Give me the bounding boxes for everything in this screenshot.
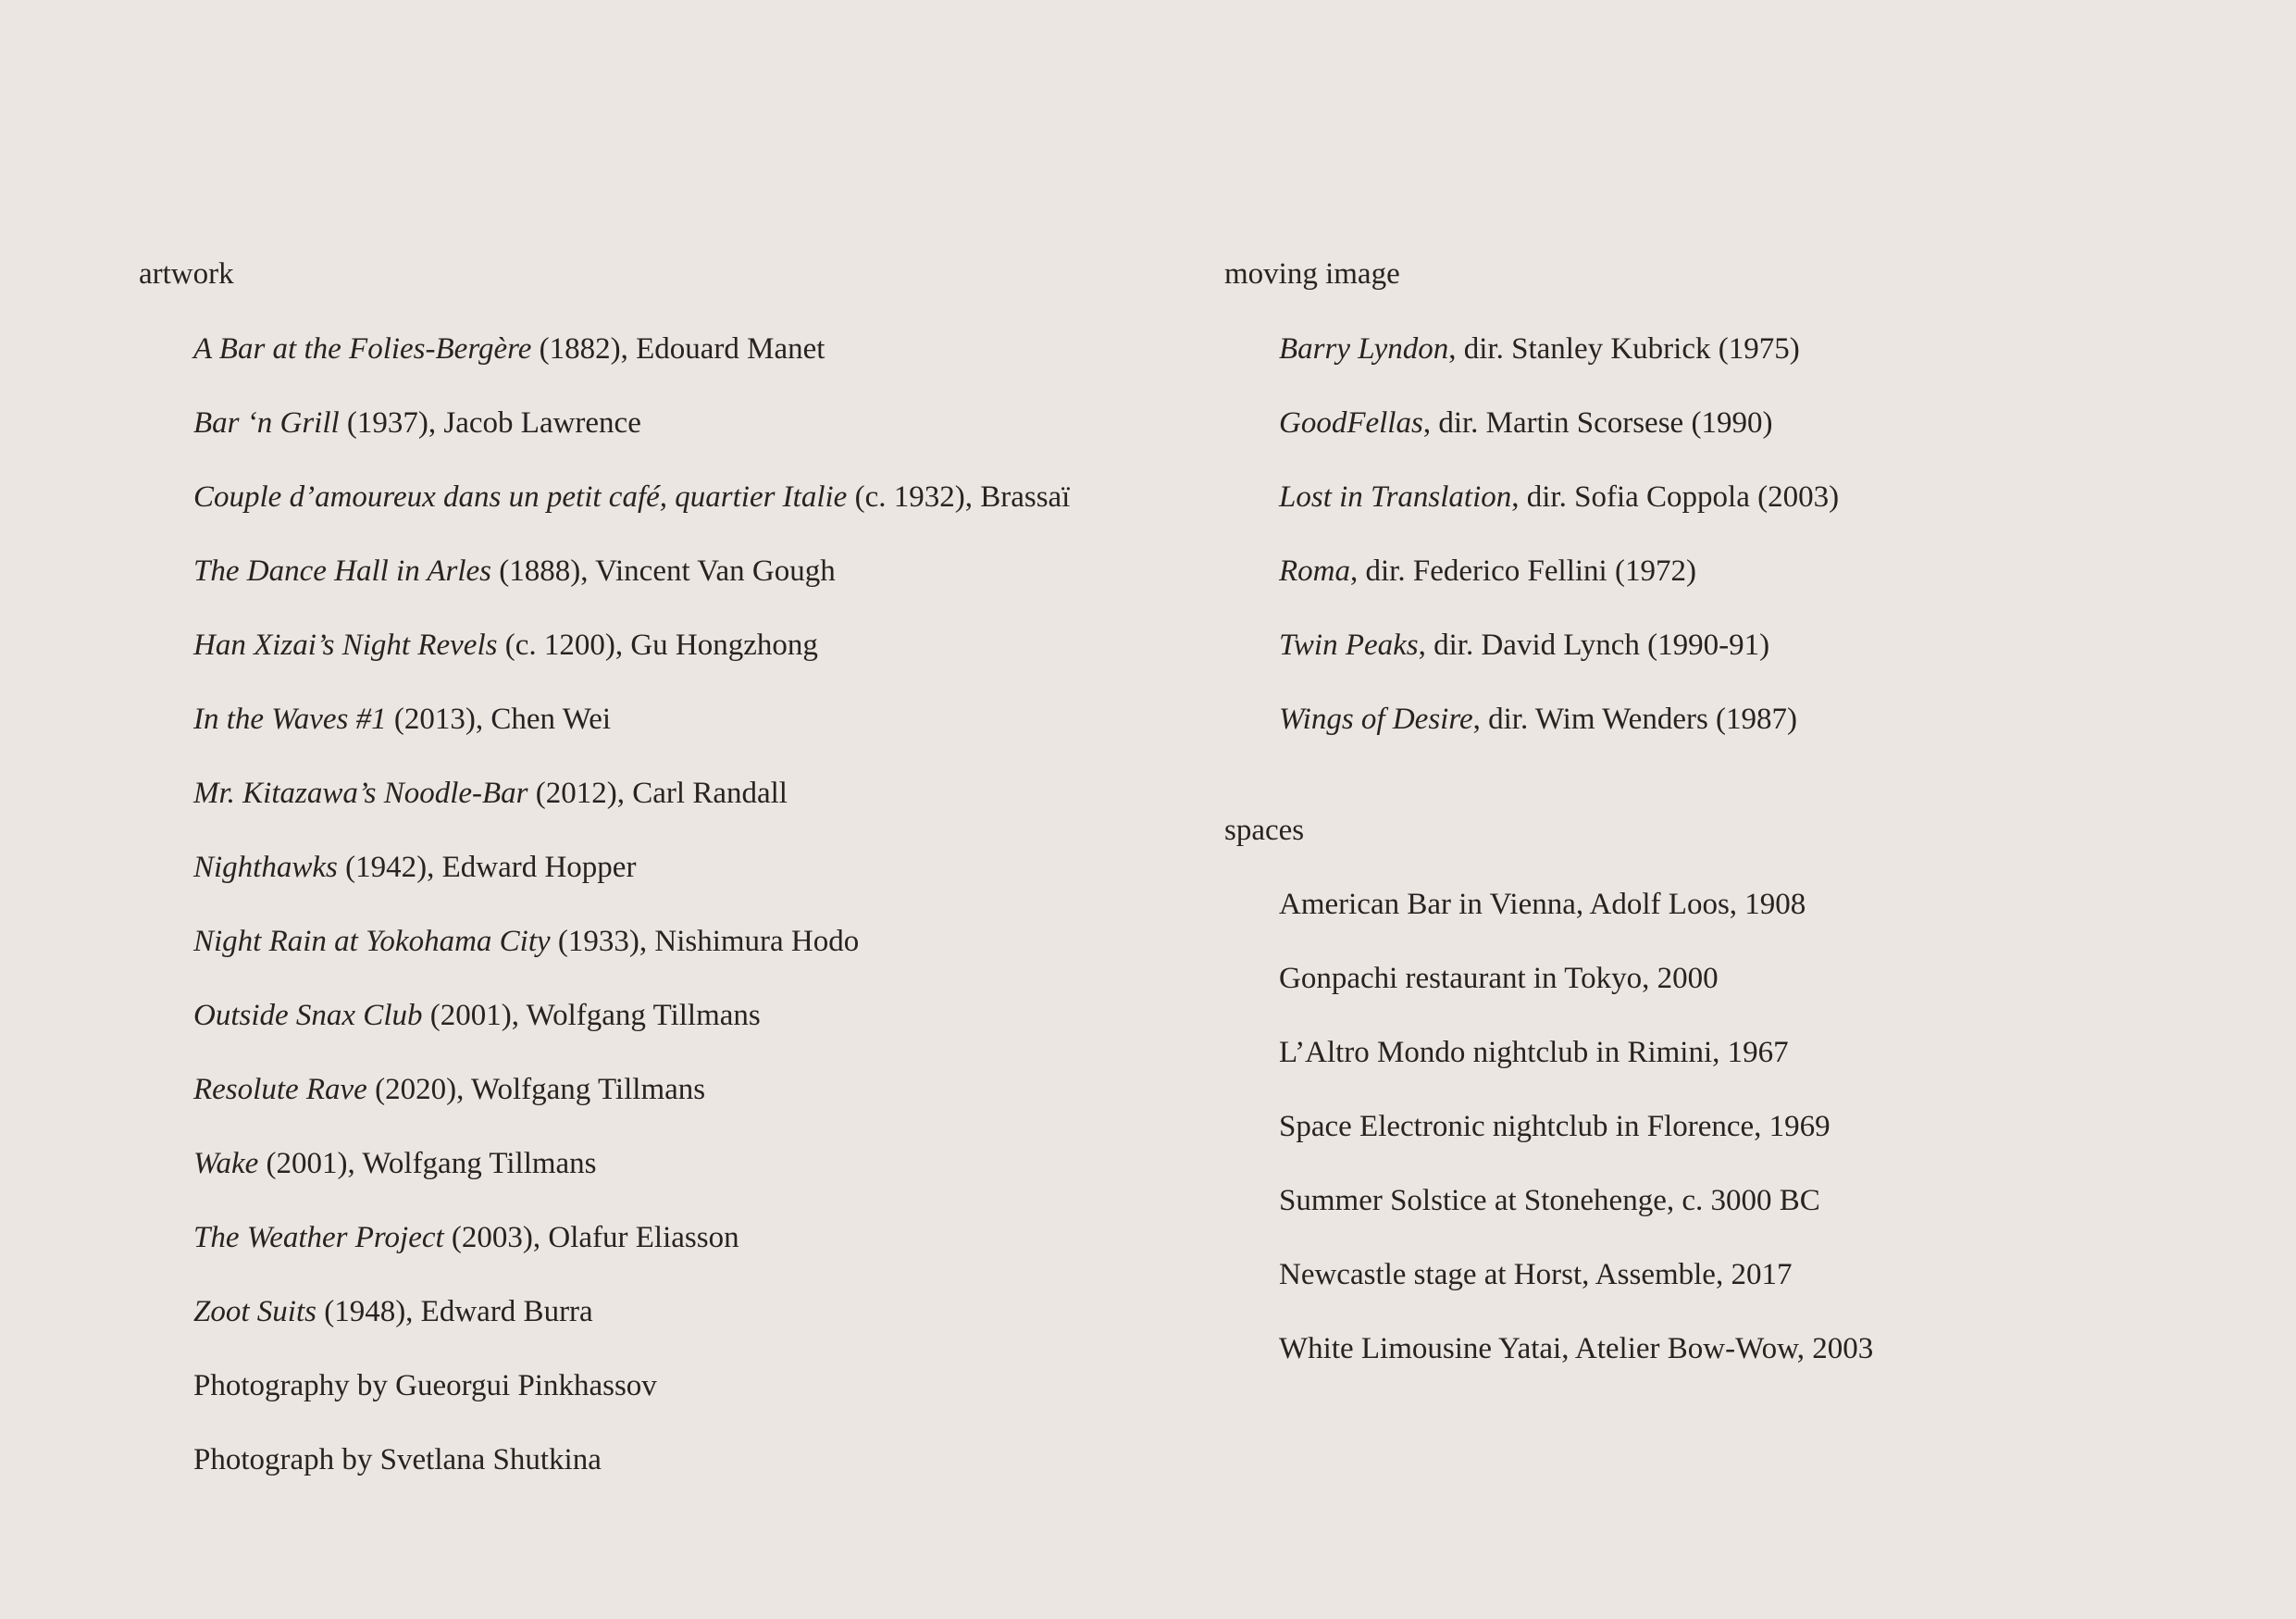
spaces-entry — [1279, 1038, 1873, 1112]
entry-title: Outside Snax Club — [193, 999, 423, 1032]
entry-details: , dir. David Lynch (1990-91) — [1418, 629, 1770, 662]
entry-title: Twin Peaks — [1279, 629, 1419, 662]
artwork-heading: artwork — [139, 257, 234, 291]
entry-title: Lost in Translation — [1279, 480, 1512, 514]
artwork-entry — [193, 778, 1070, 853]
entry-details: Photograph by Svetlana Shutkina — [193, 1443, 602, 1476]
spaces-list — [1279, 890, 1873, 1408]
entry-title: Zoot Suits — [193, 1295, 316, 1328]
entry-title: Resolute Rave — [193, 1073, 367, 1106]
artwork-entry — [193, 630, 1070, 704]
artwork-list — [193, 334, 1070, 1519]
entry-details: , dir. Stanley Kubrick (1975) — [1448, 332, 1800, 366]
spaces-entry — [1279, 964, 1873, 1038]
entry-title: GoodFellas — [1279, 406, 1423, 440]
entry-title: Han Xizai’s Night Revels — [193, 629, 498, 662]
spaces-entry — [1279, 1334, 1873, 1408]
spaces-entry — [1279, 1260, 1873, 1334]
entry-details: (1933), Nishimura Hodo — [550, 925, 860, 958]
entry-details: (c. 1200), Gu Hongzhong — [497, 629, 818, 662]
entry-title: Roma — [1279, 554, 1350, 588]
entry-title: Bar ‘n Grill — [193, 406, 340, 440]
moving-image-entry — [1279, 408, 1839, 482]
entry-details: Photography by Gueorgui Pinkhassov — [193, 1369, 657, 1402]
entry-details: (2013), Chen Wei — [386, 703, 612, 736]
moving-image-entry — [1279, 482, 1839, 556]
entry-details: (1882), Edouard Manet — [531, 332, 825, 366]
entry-details: (2020), Wolfgang Tillmans — [366, 1073, 706, 1106]
entry-details: (1948), Edward Burra — [316, 1295, 593, 1328]
spaces-entry — [1279, 1186, 1873, 1260]
artwork-entry — [193, 408, 1070, 482]
entry-title: The Dance Hall in Arles — [193, 554, 492, 588]
spaces-entry — [1279, 1112, 1873, 1186]
artwork-entry — [193, 1445, 1070, 1519]
entry-details: (2003), Olafur Eliasson — [443, 1221, 739, 1254]
entry-details: (2001), Wolfgang Tillmans — [422, 999, 761, 1032]
artwork-entry — [193, 853, 1070, 927]
artwork-entry — [193, 927, 1070, 1001]
entry-details: , dir. Martin Scorsese (1990) — [1422, 406, 1773, 440]
artwork-entry — [193, 556, 1070, 630]
artwork-entry — [193, 482, 1070, 556]
entry-details: (2001), Wolfgang Tillmans — [258, 1147, 597, 1180]
entry-title: Mr. Kitazawa’s Noodle-Bar — [193, 777, 528, 810]
moving-image-entry — [1279, 630, 1839, 704]
entry-details: (1942), Edward Hopper — [337, 851, 637, 884]
entry-details: , dir. Sofia Coppola (2003) — [1511, 480, 1840, 514]
artwork-entry — [193, 1149, 1070, 1223]
artwork-entry — [193, 1297, 1070, 1371]
spaces-entry — [1279, 890, 1873, 964]
entry-title: Wake — [193, 1147, 259, 1180]
entry-details: Gonpachi restaurant in Tokyo, 2000 — [1279, 962, 1719, 995]
entry-details: Summer Solstice at Stonehenge, c. 3000 BC — [1279, 1184, 1820, 1217]
artwork-entry — [193, 1223, 1070, 1297]
entry-title: The Weather Project — [193, 1221, 444, 1254]
moving-image-entry — [1279, 334, 1839, 408]
entry-title: Nighthawks — [193, 851, 338, 884]
entry-title: Couple d’amoureux dans un petit café, quartier Italie — [193, 480, 848, 514]
moving-image-entry — [1279, 704, 1839, 778]
entry-details: , dir. Federico Fellini (1972) — [1350, 554, 1696, 588]
entry-details: (2012), Carl Randall — [527, 777, 788, 810]
moving-image-list — [1279, 334, 1839, 778]
entry-details: (c. 1932), Brassaï — [847, 480, 1071, 514]
artwork-entry — [193, 1075, 1070, 1149]
moving-image-heading: moving image — [1224, 257, 1400, 291]
artwork-entry — [193, 704, 1070, 778]
entry-details: White Limousine Yatai, Atelier Bow-Wow, 2003 — [1279, 1332, 1874, 1365]
entry-details: (1937), Jacob Lawrence — [339, 406, 641, 440]
moving-image-entry — [1279, 556, 1839, 630]
artwork-entry — [193, 1001, 1070, 1075]
entry-details: American Bar in Vienna, Adolf Loos, 1908 — [1279, 888, 1806, 921]
entry-details: L’Altro Mondo nightclub in Rimini, 1967 — [1279, 1036, 1789, 1069]
entry-title: Barry Lyndon — [1279, 332, 1449, 366]
spaces-heading: spaces — [1224, 814, 1305, 847]
entry-title: Wings of Desire — [1279, 703, 1473, 736]
entry-details: Newcastle stage at Horst, Assemble, 2017 — [1279, 1258, 1793, 1291]
artwork-entry — [193, 1371, 1070, 1445]
entry-details: (1888), Vincent Van Gough — [491, 554, 836, 588]
entry-title: Night Rain at Yokohama City — [193, 925, 551, 958]
artwork-entry — [193, 334, 1070, 408]
entry-title: A Bar at the Folies-Bergère — [193, 332, 532, 366]
entry-details: Space Electronic nightclub in Florence, 1969 — [1279, 1110, 1831, 1143]
entry-details: , dir. Wim Wenders (1987) — [1472, 703, 1798, 736]
entry-title: In the Waves #1 — [193, 703, 387, 736]
